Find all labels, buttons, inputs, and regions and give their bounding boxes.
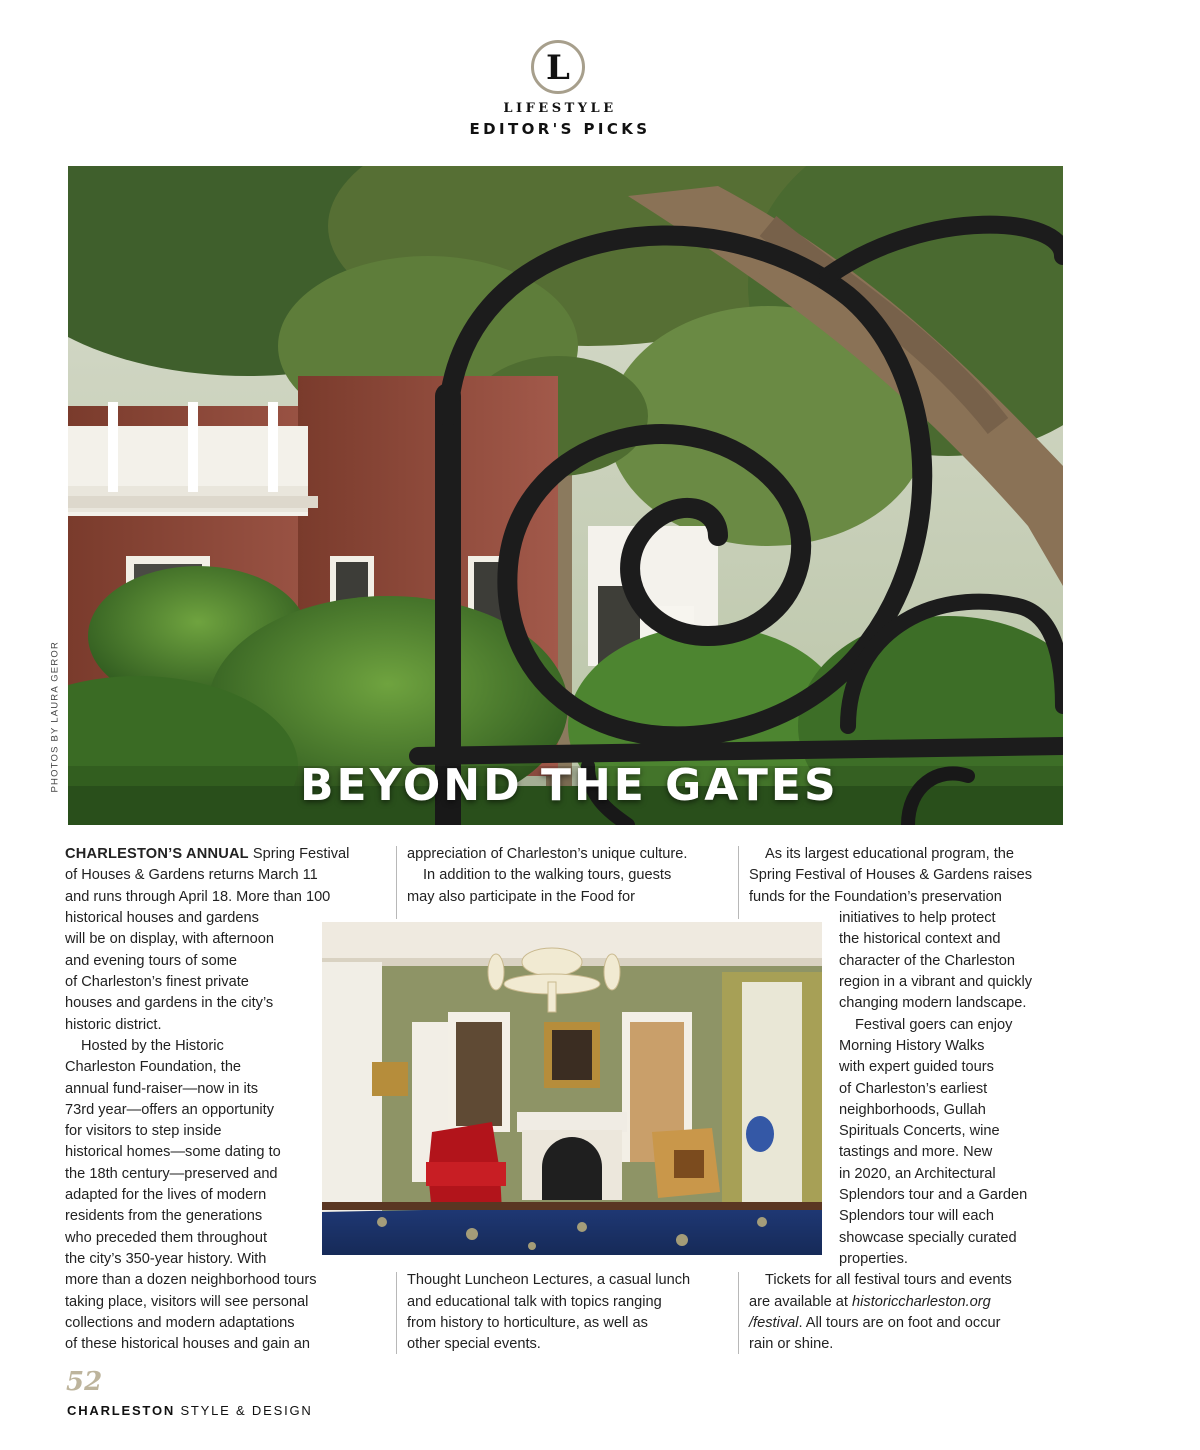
article-line: from history to horticulture, as well as: [407, 1315, 648, 1331]
article-line: funds for the Foundation’s preservation: [749, 889, 1002, 905]
article-line: historic district.: [65, 1017, 162, 1033]
article-line: Tickets for all festival tours and events: [765, 1272, 1012, 1288]
article-line: in 2020, an Architectural: [839, 1166, 996, 1182]
section-subtitle: EDITOR'S PICKS: [469, 120, 651, 138]
section-label: LIFESTYLE: [503, 101, 617, 116]
article-line: properties.: [839, 1251, 908, 1267]
hero-photo: [68, 166, 1063, 825]
article-line: Morning History Walks: [839, 1038, 985, 1054]
interior-photo-illustration: [322, 922, 822, 1255]
article-line: initiatives to help protect: [839, 910, 996, 926]
article-line: In addition to the walking tours, guests: [423, 867, 672, 883]
article-line: Spring Festival of Houses & Gardens raises: [749, 867, 1033, 883]
article-line: for visitors to step inside: [65, 1123, 222, 1139]
article-line: tastings and more. New: [839, 1144, 993, 1160]
article-lead-in: CHARLESTON’S ANNUAL: [65, 846, 249, 862]
article-line: Thought Luncheon Lectures, a casual lunch: [407, 1272, 691, 1288]
article-line: are available at historiccharleston.org: [749, 1294, 991, 1310]
article-line: and evening tours of some: [65, 953, 237, 969]
article-line: taking place, visitors will see personal: [65, 1294, 309, 1310]
column-rule: [738, 846, 739, 919]
photo-credit: PHOTOS BY LAURA GEROR: [49, 640, 61, 793]
festival-link-path[interactable]: /festival: [749, 1315, 799, 1331]
article-line: the city’s 350-year history. With: [65, 1251, 267, 1267]
article-line: Splendors tour will each: [839, 1208, 994, 1224]
article-line: rain or shine.: [749, 1336, 834, 1352]
article-line: Splendors tour and a Garden: [839, 1187, 1028, 1203]
article-line: Hosted by the Historic: [81, 1038, 224, 1054]
lifestyle-logo: [531, 40, 585, 94]
article-line: neighborhoods, Gullah: [839, 1102, 986, 1118]
article-line: showcase specially curated: [839, 1230, 1017, 1246]
logo-letter: L: [546, 48, 570, 88]
article-line: Charleston Foundation, the: [65, 1059, 242, 1075]
article-line: may also participate in the Food for: [407, 889, 635, 905]
article-line: CHARLESTON’S ANNUAL Spring Festival: [65, 846, 350, 862]
article-line: other special events.: [407, 1336, 541, 1352]
article-line: who preceded them throughout: [65, 1230, 268, 1246]
article-line: the 18th century—preserved and: [65, 1166, 278, 1182]
article-line: Festival goers can enjoy: [855, 1017, 1013, 1033]
article-line: historical houses and gardens: [65, 910, 259, 926]
article-line: of Charleston’s earliest: [839, 1081, 988, 1097]
article-line: with expert guided tours: [839, 1059, 994, 1075]
article-line: of Houses & Gardens returns March 11: [65, 867, 318, 883]
column-rule: [738, 1272, 739, 1354]
article-line: of these historical houses and gain an: [65, 1336, 311, 1352]
article-line: and educational talk with topics ranging: [407, 1294, 662, 1310]
page-number: 52: [66, 1367, 103, 1397]
article-line: appreciation of Charleston’s unique culture.: [407, 846, 688, 862]
article-line: Spirituals Concerts, wine: [839, 1123, 1000, 1139]
article-line: /festival. All tours are on foot and occur: [749, 1315, 1001, 1331]
article-line: houses and gardens in the city’s: [65, 995, 274, 1011]
article-line: adapted for the lives of modern: [65, 1187, 267, 1203]
hero-photo-illustration: [68, 166, 1063, 825]
article-line: the historical context and: [839, 931, 1001, 947]
column-rule: [396, 846, 397, 919]
article-headline: BEYOND THE GATES: [300, 760, 839, 811]
article-line: annual fund-raiser—now in its: [65, 1081, 259, 1097]
publication-name: CHARLESTON STYLE & DESIGN: [67, 1403, 313, 1418]
festival-link[interactable]: historiccharleston.org: [852, 1294, 991, 1310]
article-line: of Charleston’s finest private: [65, 974, 249, 990]
article-line: collections and modern adaptations: [65, 1315, 295, 1331]
column-rule: [396, 1272, 397, 1354]
interior-photo: [322, 922, 822, 1255]
article-line: historical homes—some dating to: [65, 1144, 281, 1160]
article-line: and runs through April 18. More than 100: [65, 889, 331, 905]
article-line: residents from the generations: [65, 1208, 263, 1224]
article-line: region in a vibrant and quickly: [839, 974, 1033, 990]
article-line: character of the Charleston: [839, 953, 1016, 969]
article-line: more than a dozen neighborhood tours: [65, 1272, 317, 1288]
article-line: 73rd year—offers an opportunity: [65, 1102, 275, 1118]
article-line: will be on display, with afternoon: [65, 931, 275, 947]
article-line: changing modern landscape.: [839, 995, 1027, 1011]
article-line: As its largest educational program, the: [765, 846, 1015, 862]
